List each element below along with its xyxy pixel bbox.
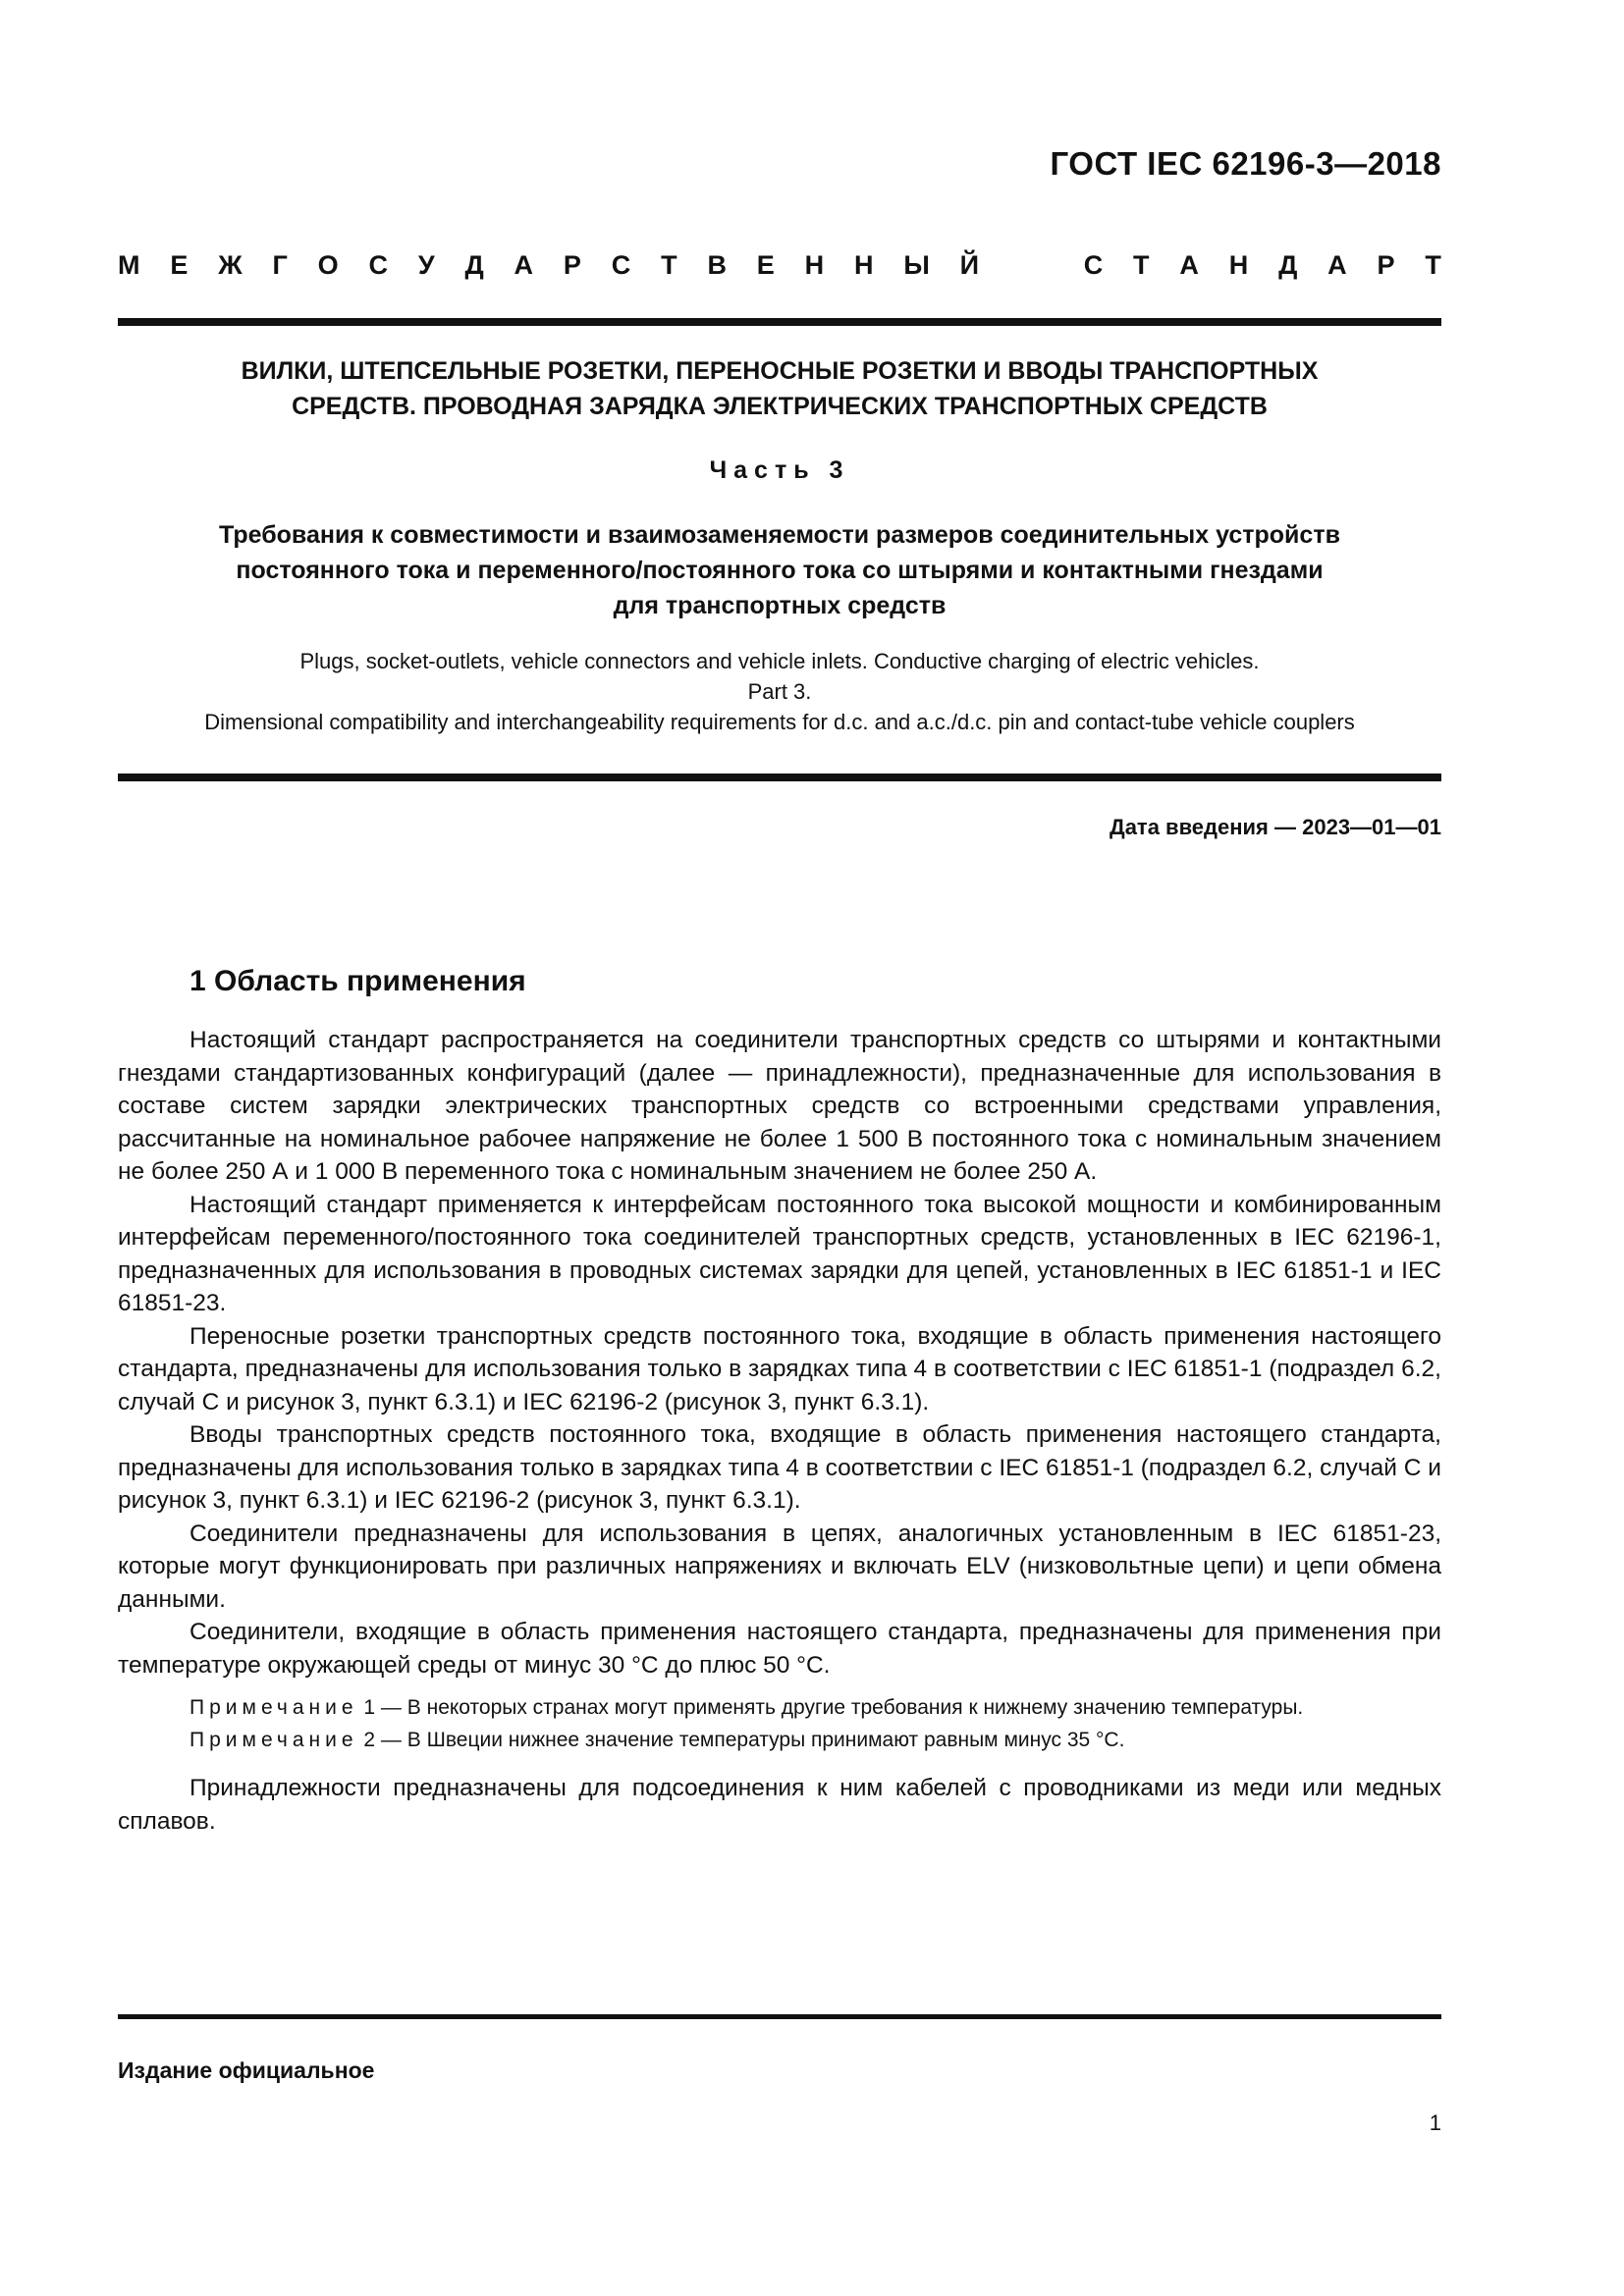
interstate-standard-banner — [118, 250, 1441, 281]
banner-letter: С — [368, 250, 388, 280]
subtitle-line: постоянного тока и переменного/постоянного тока со штырями и контактными гнездами — [236, 557, 1324, 584]
paragraph: Настоящий стандарт применяется к интерфейсам постоянного тока высокой мощности и комбинированным интерфейсам переменного/постоянного тока соединителей транспортных средств, установленных в IEC 62196-1, предназначенных для использования в проводных системах зарядки для цепей, установленных в IEC 61851-1 и IEC 61851-23. — [118, 1191, 1441, 1316]
note-text: 1 — В некоторых странах могут применять другие требования к нижнему значению температуры. — [363, 1696, 1304, 1719]
english-title-line: Dimensional compatibility and interchangeability requirements for d.c. and a.c./d.c. pin and contact-tube vehicle couplers — [204, 710, 1355, 734]
banner-letter: Д — [464, 250, 484, 280]
paragraph: Соединители, входящие в область применения настоящего стандарта, предназначены для применения при температуре окружающей среды от минус 30 °C до плюс 50 °C. — [118, 1619, 1441, 1679]
banner-letter: С — [611, 250, 631, 280]
note-label: Примечание — [189, 1696, 358, 1719]
title-line: ВИЛКИ, ШТЕПСЕЛЬНЫЕ РОЗЕТКИ, ПЕРЕНОСНЫЕ РОЗЕТКИ И ВВОДЫ ТРАНСПОРТНЫХ — [241, 357, 1319, 385]
banner-letter: С — [1083, 250, 1104, 280]
english-title — [118, 646, 1441, 737]
banner-letter: Е — [756, 250, 775, 280]
section-heading: 1 Область применения — [189, 965, 526, 997]
banner-letter: Р — [1377, 250, 1395, 280]
banner-letter: А — [1327, 250, 1347, 280]
banner-letter: Ы — [903, 250, 930, 280]
footer-divider — [118, 2014, 1441, 2019]
banner-letter: А — [1179, 250, 1199, 280]
banner-letter: Р — [563, 250, 581, 280]
banner-letter: А — [514, 250, 534, 280]
banner-letter: Н — [1228, 250, 1249, 280]
part-label: Часть 3 — [709, 456, 850, 484]
note-2 — [118, 1726, 1441, 1754]
paragraph: Принадлежности предназначены для подсоединения к ним кабелей с проводниками из меди или медных сплавов. — [118, 1775, 1441, 1835]
banner-word-gap — [1009, 250, 1054, 281]
note-text: 2 — В Швеции нижнее значение температуры принимают равным минус 35 °C. — [363, 1729, 1125, 1751]
banner-letter: У — [417, 250, 435, 280]
title-divider — [118, 774, 1441, 781]
document-page — [118, 0, 1441, 2296]
subtitle-line: Требования к совместимости и взаимозаменяемости размеров соединительных устройств — [219, 521, 1340, 549]
subtitle-line: для транспортных средств — [613, 592, 947, 619]
banner-letter: Й — [959, 250, 980, 280]
banner-letter: В — [707, 250, 727, 280]
banner-letter: Е — [170, 250, 189, 280]
banner-letter: Т — [1425, 250, 1441, 280]
banner-letter: Т — [661, 250, 677, 280]
document-subtitle — [118, 517, 1441, 623]
paragraph: Переносные розетки транспортных средств постоянного тока, входящие в область применения настоящего стандарта, предназначены для использования только в зарядках типа 4 в соответствии с IEC 61851-1 (подраздел 6.2, случай C и рисунок 3, пункт 6.3.1) и IEC 62196-2 (рисунок 3, пункт 6.3.1). — [118, 1322, 1441, 1415]
banner-letter: Н — [804, 250, 825, 280]
page-number: 1 — [1429, 2110, 1441, 2135]
paragraph: Соединители предназначены для использования в цепях, аналогичных установленным в IEC 61851-23, которые могут функционировать при различных напряжениях и включать ELV (низковольтные цепи) и цепи обмена данными. — [118, 1520, 1441, 1613]
edition-label: Издание официальное — [118, 2057, 375, 2083]
banner-letter: Т — [1133, 250, 1150, 280]
title-line: СРЕДСТВ. ПРОВОДНАЯ ЗАРЯДКА ЭЛЕКТРИЧЕСКИХ ТРАНСПОРТНЫХ СРЕДСТВ — [292, 393, 1268, 420]
english-title-line: Plugs, socket-outlets, vehicle connectors and vehicle inlets. Conductive charging of electric vehicles. — [299, 649, 1260, 673]
paragraph: Настоящий стандарт распространяется на соединители транспортных средств со штырями и контактными гнездами стандартизованных конфигураций (далее — принадлежности), предназначенные для использования в составе систем зарядки электрических транспортных средств со встроенными средствами управления, рассчитанные на номинальное рабочее напряжение не более 1 500 В постоянного тока с номинальным значением не более 250 А и 1 000 В переменного тока с номинальным значением не более 250 А. — [118, 1027, 1441, 1185]
paragraph: Вводы транспортных средств постоянного тока, входящие в область применения настоящего стандарта, предназначены для использования только в зарядках типа 4 в соответствии с IEC 61851-1 (подраздел 6.2, случай C и рисунок 3, пункт 6.3.1) и IEC 62196-2 (рисунок 3, пункт 6.3.1). — [118, 1421, 1441, 1514]
note-label: Примечание — [189, 1729, 358, 1751]
section-body — [118, 1024, 1441, 1838]
banner-letter: Г — [272, 250, 288, 280]
banner-letter: М — [118, 250, 140, 280]
document-code: ГОСТ IEC 62196-3—2018 — [1050, 145, 1441, 182]
note-1 — [118, 1693, 1441, 1722]
banner-letter: О — [317, 250, 339, 280]
introduction-date: Дата введения — 2023—01—01 — [1110, 815, 1441, 839]
banner-letter: Ж — [218, 250, 243, 280]
banner-letter: Д — [1278, 250, 1298, 280]
header-divider — [118, 318, 1441, 326]
banner-letter: Н — [853, 250, 874, 280]
english-title-line: Part 3. — [747, 679, 812, 704]
document-title — [118, 353, 1441, 424]
